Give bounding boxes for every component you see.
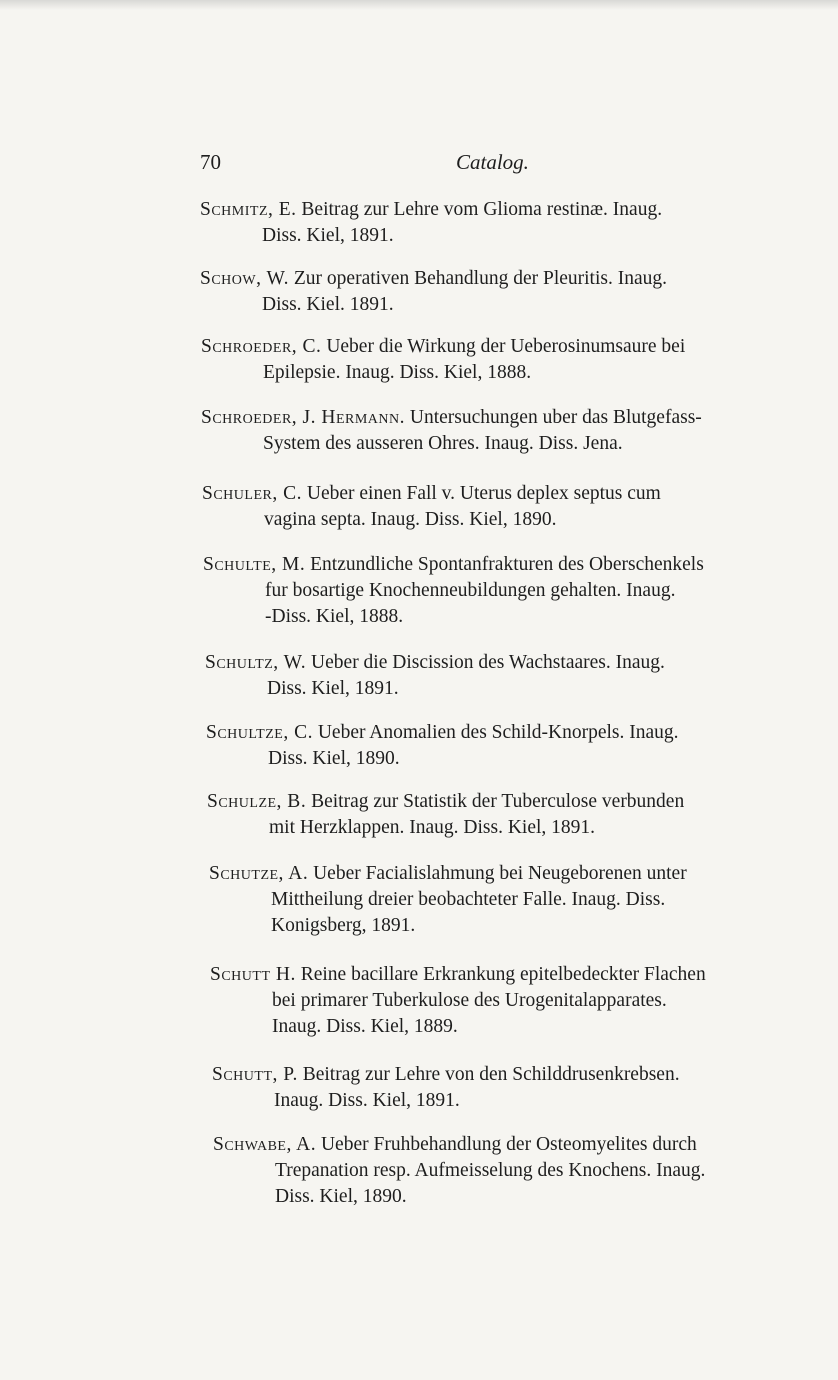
entry-author: Schwabe, A. — [213, 1134, 317, 1155]
entry-title: Beitrag zur Lehre von den Schilddrusenkrebsen. — [302, 1064, 680, 1085]
entry-first-line — [206, 720, 794, 746]
page-top-edge — [0, 0, 838, 10]
catalog-entry — [202, 481, 790, 533]
entry-title: Ueber die Discission des Wachstaares. Inaug. — [311, 652, 665, 673]
page-number: 70 — [200, 150, 221, 174]
entry-first-line — [201, 334, 789, 360]
catalog-entry — [201, 405, 789, 457]
entry-first-line — [209, 861, 797, 887]
entry-author: Schuler, C. — [202, 483, 302, 504]
entry-continuation: Inaug. Diss. Kiel, 1889. — [272, 1016, 458, 1037]
entry-continuation: Konigsberg, 1891. — [271, 915, 416, 936]
entry-continuation: Diss. Kiel, 1890. — [275, 1186, 407, 1207]
entry-continuation: Trepanation resp. Aufmeisselung des Knochens. Inaug. — [275, 1160, 706, 1181]
entry-title: Entzundliche Spontanfrakturen des Oberschenkels — [310, 554, 704, 575]
entry-author: Schroeder, C. — [201, 336, 322, 357]
entry-continuation: Diss. Kiel, 1891. — [262, 225, 394, 246]
entry-continuation: fur bosartige Knochenneubildungen gehalten. Inaug. — [265, 580, 676, 601]
entry-author: Schmitz, E. — [200, 199, 297, 220]
entry-title: Zur operativen Behandlung der Pleuritis. Inaug. — [293, 268, 667, 289]
entry-first-line — [213, 1132, 801, 1158]
entry-first-line — [210, 962, 798, 988]
entry-first-line — [201, 405, 789, 431]
entry-author: Schultz, W. — [205, 652, 307, 673]
entry-first-line — [200, 266, 788, 292]
entry-continuation: Diss. Kiel. 1891. — [262, 294, 394, 315]
entry-continuation: mit Herzklappen. Inaug. Diss. Kiel, 1891. — [269, 817, 596, 838]
entry-author: Schutt, P. — [212, 1064, 298, 1085]
catalog-entry — [213, 1132, 801, 1210]
entry-continuation: Epilepsie. Inaug. Diss. Kiel, 1888. — [263, 362, 532, 383]
entry-author: Schroeder, J. Hermann. — [201, 407, 406, 428]
catalog-entry — [209, 861, 797, 939]
entry-continuation: bei primarer Tuberkulose des Urogenitalapparates. — [272, 990, 667, 1011]
entry-title: Ueber Anomalien des Schild-Knorpels. Inaug. — [317, 722, 679, 743]
catalog-entry — [200, 266, 788, 318]
entry-title: Ueber einen Fall v. Uterus deplex septus cum — [306, 483, 661, 504]
catalog-entry — [210, 962, 798, 1040]
entry-first-line — [203, 552, 791, 578]
catalog-entry — [201, 334, 789, 386]
page-header — [200, 150, 800, 180]
catalog-entry — [206, 720, 794, 772]
catalog-entry — [203, 552, 791, 630]
entry-first-line — [212, 1062, 800, 1088]
entry-first-line — [207, 789, 795, 815]
catalog-entry — [212, 1062, 800, 1114]
entry-author: Schow, W. — [200, 268, 290, 289]
entry-title: Ueber Facialislahmung bei Neugeborenen unter — [313, 863, 687, 884]
entry-author: Schulze, B. — [207, 791, 307, 812]
entry-title: Ueber Fruhbehandlung der Osteomyelites durch — [320, 1134, 697, 1155]
entry-author: Schultze, C. — [206, 722, 313, 743]
entry-continuation: Mittheilung dreier beobachteter Falle. Inaug. Diss. — [271, 889, 666, 910]
catalog-entry — [207, 789, 795, 841]
entry-continuation: -Diss. Kiel, 1888. — [265, 606, 404, 627]
entry-title: Beitrag zur Statistik der Tuberculose verbunden — [311, 791, 685, 812]
running-head: Catalog. — [456, 150, 529, 174]
entry-first-line — [202, 481, 790, 507]
entry-first-line — [205, 650, 793, 676]
entry-continuation: System des ausseren Ohres. Inaug. Diss. Jena. — [263, 433, 623, 454]
entry-continuation: Diss. Kiel, 1891. — [267, 678, 399, 699]
catalog-entry — [200, 197, 788, 249]
entry-title: Beitrag zur Lehre vom Glioma restinæ. Inaug. — [301, 199, 663, 220]
entry-title: Reine bacillare Erkrankung epitelbedeckter Flachen — [300, 964, 706, 985]
entry-title: Untersuchungen uber das Blutgefass- — [409, 407, 702, 428]
entry-author: Schutze, A. — [209, 863, 309, 884]
entry-continuation: Diss. Kiel, 1890. — [268, 748, 400, 769]
entry-continuation: vagina septa. Inaug. Diss. Kiel, 1890. — [264, 509, 557, 530]
entry-first-line — [200, 197, 788, 223]
entry-author: Schutt H. — [210, 964, 296, 985]
entry-author: Schulte, M. — [203, 554, 306, 575]
entry-continuation: Inaug. Diss. Kiel, 1891. — [274, 1090, 460, 1111]
entry-title: Ueber die Wirkung der Ueberosinumsaure bei — [326, 336, 686, 357]
catalog-entry — [205, 650, 793, 702]
